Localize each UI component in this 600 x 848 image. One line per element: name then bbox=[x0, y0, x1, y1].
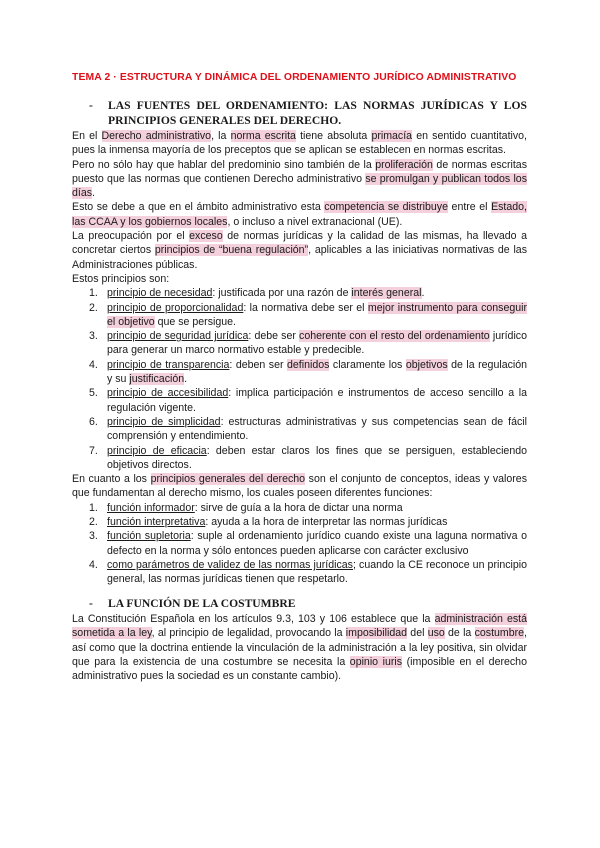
highlighted-text: norma escrita bbox=[230, 130, 296, 142]
list-number: 2. bbox=[89, 301, 98, 314]
text-run: En el bbox=[72, 130, 102, 142]
highlighted-text: justificación bbox=[129, 373, 185, 386]
document-page bbox=[72, 70, 527, 683]
highlighted-text: principios de “buena regulación” bbox=[154, 244, 309, 257]
list-number: 1. bbox=[89, 287, 98, 300]
highlighted-text: interés general bbox=[351, 287, 422, 300]
text-run: , aplicables a las iniciativas normativas de las Administraciones públicas. bbox=[72, 244, 527, 271]
text-run: en sentido cuantitativo, pues la inmensa mayoría de los preceptos que se aplican se establecen en normas escritas. bbox=[72, 130, 527, 157]
list-number: 3. bbox=[89, 330, 98, 343]
list-number: 6. bbox=[89, 415, 98, 428]
highlighted-text: administración está sometida a la ley bbox=[72, 613, 527, 640]
underlined-term: función supletoria bbox=[107, 530, 191, 543]
text-run: ; cuando la CE reconoce un principio general, las normas jurídicas tienen que respetarlo. bbox=[107, 558, 528, 586]
principles-list bbox=[72, 286, 527, 472]
section-heading-text: LAS FUENTES DEL ORDENAMIENTO: LAS NORMAS JURÍDICAS Y LOS PRINCIPIOS GENERALES DEL DERECHO. bbox=[108, 99, 527, 127]
highlighted-text: competencia se distribuye bbox=[324, 201, 448, 214]
text-run: de la regulación y su bbox=[107, 358, 528, 386]
highlighted-text: proliferación bbox=[375, 158, 433, 171]
underlined-term: principio de accesibilidad bbox=[107, 387, 229, 400]
text-run: : suple al ordenamiento jurídico cuando existe una laguna normativa o defecto en la norma y sólo entonces pueden aplicarse con carácter exclusivo bbox=[107, 530, 527, 557]
highlighted-text: uso bbox=[427, 627, 445, 640]
list-item bbox=[72, 286, 527, 300]
text-run: , al principio de legalidad, provocando la bbox=[151, 627, 346, 640]
underlined-term: principio de necesidad bbox=[107, 287, 213, 300]
section-bullet: - bbox=[89, 99, 93, 112]
text-run: En cuanto a los bbox=[72, 473, 151, 486]
text-run: La preocupación por el bbox=[72, 230, 190, 243]
list-item bbox=[72, 358, 527, 387]
document-title: TEMA 2 · ESTRUCTURA Y DINÁMICA DEL ORDENAMIENTO JURÍDICO ADMINISTRATIVO bbox=[72, 72, 517, 83]
paragraph bbox=[72, 229, 527, 272]
list-number: 1. bbox=[89, 501, 98, 514]
text-run: , así como que la doctrina entiende la vinculación de la administración a la ley positiva, sin olvidar que para la existencia de una costumbre se necesita la bbox=[72, 627, 527, 668]
list-number: 5. bbox=[89, 387, 98, 400]
list-item bbox=[72, 515, 527, 529]
text-run: : implica participación e instrumentos de acceso sencillo a la regulación vigente. bbox=[107, 387, 527, 414]
text-run: de normas escritas puesto que las normas que contienen Derecho administrativo bbox=[72, 158, 527, 185]
text-run: La Constitución Española en los artículos 9.3, 103 y 106 establece que la bbox=[72, 613, 435, 625]
underlined-term: principio de simplicidad bbox=[107, 415, 221, 428]
text-run: de normas jurídicas y la calidad de las mismas, ha llevado a concretar ciertos bbox=[72, 230, 527, 257]
list-item bbox=[72, 501, 527, 515]
text-run: , la bbox=[211, 130, 231, 142]
text-run: : deben estar claros los fines que se persiguen, estableciendo objetivos directos. bbox=[107, 444, 527, 471]
underlined-term: principio de proporcionalidad bbox=[107, 301, 244, 314]
underlined-term: principio de seguridad jurídica bbox=[107, 330, 249, 343]
text-run: . bbox=[184, 373, 188, 386]
highlighted-text: se promulgan y publican todos los días bbox=[72, 172, 527, 200]
underlined-term: como parámetros de validez de las normas jurídicas bbox=[107, 558, 353, 571]
list-item bbox=[72, 529, 527, 558]
highlighted-text: Derecho administrativo bbox=[101, 130, 212, 142]
list-item bbox=[72, 386, 527, 415]
text-run: entre el bbox=[448, 201, 492, 214]
section-heading-text: LA FUNCIÓN DE LA COSTUMBRE bbox=[108, 596, 296, 610]
highlighted-text: principios generales del derecho bbox=[150, 473, 306, 486]
text-run: del bbox=[407, 627, 428, 640]
list-number: 2. bbox=[89, 516, 98, 529]
text-run: Esto se debe a que en el ámbito administrativo esta bbox=[72, 201, 325, 214]
section-heading-fuentes bbox=[72, 99, 527, 128]
text-run: Pero no sólo hay que hablar del predominio sino también de la bbox=[72, 158, 376, 171]
list-item bbox=[72, 329, 527, 358]
text-run: Estos principios son: bbox=[72, 272, 170, 285]
text-run: de la bbox=[444, 627, 475, 640]
text-run: : debe ser bbox=[248, 330, 300, 343]
text-run: : ayuda a la hora de interpretar las normas jurídicas bbox=[205, 516, 448, 529]
paragraph bbox=[72, 612, 527, 683]
highlighted-text: exceso bbox=[189, 230, 223, 243]
highlighted-text: primacía bbox=[371, 130, 413, 142]
highlighted-text: mejor instrumento para conseguir el objetivo bbox=[107, 301, 528, 328]
list-item bbox=[72, 444, 527, 473]
highlighted-text: coherente con el resto del ordenamiento bbox=[299, 330, 490, 343]
paragraph bbox=[72, 272, 527, 286]
text-run: tiene absoluta bbox=[295, 130, 372, 142]
text-run: claramente los bbox=[329, 358, 406, 371]
list-number: 7. bbox=[89, 444, 98, 457]
list-number: 3. bbox=[89, 530, 98, 543]
list-item bbox=[72, 415, 527, 444]
highlighted-text: imposibilidad bbox=[345, 627, 408, 640]
text-run: son el conjunto de conceptos, ideas y valores que fundamentan al derecho mismo, los cuales poseen diferentes funciones: bbox=[72, 473, 527, 500]
paragraph bbox=[72, 472, 527, 501]
list-item bbox=[72, 301, 527, 330]
functions-list bbox=[72, 501, 527, 587]
paragraph bbox=[72, 200, 527, 229]
list-number: 4. bbox=[89, 558, 98, 571]
highlighted-text: objetivos bbox=[405, 358, 448, 371]
underlined-term: principio de eficacia bbox=[107, 444, 207, 457]
text-run: que se persigue. bbox=[154, 315, 236, 328]
list-item bbox=[72, 558, 527, 587]
text-run: : deben ser bbox=[229, 358, 287, 371]
section-bullet: - bbox=[89, 596, 93, 610]
paragraph bbox=[72, 158, 527, 201]
highlighted-text: opinio iuris bbox=[349, 655, 403, 668]
text-run: , o incluso a nivel extranacional (UE). bbox=[227, 215, 403, 228]
highlighted-text: costumbre bbox=[474, 627, 525, 640]
text-run: : justificada por una razón de bbox=[212, 287, 352, 300]
text-run: : la normativa debe ser el bbox=[243, 301, 368, 314]
text-run: . bbox=[92, 187, 95, 200]
highlighted-text: definidos bbox=[287, 358, 330, 371]
list-number: 4. bbox=[89, 358, 98, 371]
text-run: jurídico para generar un marco normativo estable y predecible. bbox=[107, 330, 527, 357]
text-run: : estructuras administrativas y sus competencias sean de fácil comprensión y entendimiento. bbox=[107, 415, 527, 443]
text-run: (imposible en el derecho administrativo pues la sociedad es un constante cambio). bbox=[72, 655, 527, 683]
paragraph bbox=[72, 129, 527, 158]
text-run: : sirve de guía a la hora de dictar una norma bbox=[194, 501, 403, 514]
underlined-term: función interpretativa bbox=[107, 516, 206, 529]
underlined-term: función informador bbox=[107, 501, 195, 514]
text-run: . bbox=[421, 287, 425, 300]
highlighted-text: Estado, las CCAA y los gobiernos locales bbox=[72, 201, 527, 228]
underlined-term: principio de transparencia bbox=[107, 358, 230, 371]
section-heading-costumbre bbox=[72, 597, 527, 612]
